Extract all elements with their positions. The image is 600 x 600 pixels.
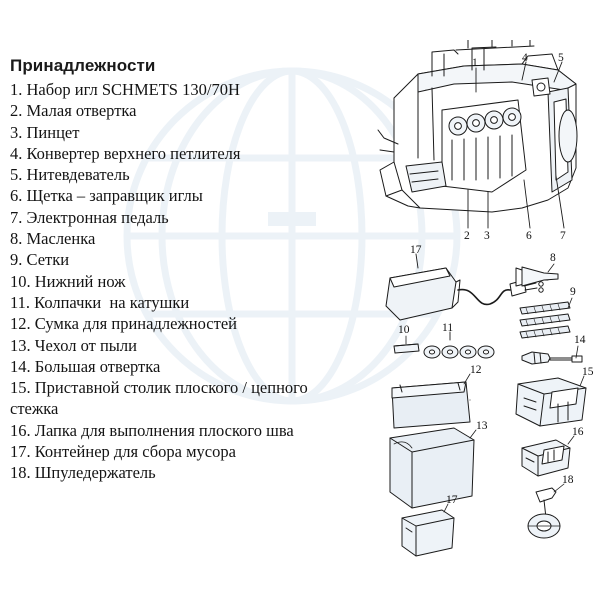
- callout-6: 6: [526, 230, 532, 242]
- list-item: 5. Нитевдеватель: [10, 165, 130, 185]
- waste-bin-illustration: [402, 510, 454, 556]
- list-item: 1. Набор игл SCHMETS 130/70H: [10, 80, 240, 99]
- extension-table-illustration: [516, 378, 586, 426]
- callout-16: 16: [572, 426, 584, 438]
- list-item: 3. Пинцет: [10, 122, 80, 142]
- callout-18: 18: [562, 474, 574, 486]
- callout-9: 9: [570, 286, 576, 298]
- list-item: 12. Сумка для принадлежностей: [10, 314, 237, 334]
- list-item: 6. Щетка – заправщик иглы: [10, 186, 203, 206]
- callout-11: 11: [442, 322, 454, 334]
- callout-4: 4: [522, 52, 528, 64]
- list-item: 11. Колпачки на катушки: [10, 292, 190, 312]
- illustration-panel: [372, 40, 600, 560]
- accessories-list: [10, 56, 382, 484]
- callout-14: 14: [574, 334, 586, 346]
- list-item: 4. Конвертер верхнего петлителя: [10, 143, 241, 163]
- callout-10: 10: [398, 324, 410, 336]
- nets-illustration: [520, 302, 570, 338]
- flatlock-foot-illustration: [522, 440, 570, 476]
- list-item: 16. Лапка для выполнения плоского шва: [10, 420, 294, 440]
- accessory-bag-illustration: [392, 382, 470, 428]
- list-item: 2. Малая отвертка: [10, 101, 137, 121]
- big-screwdriver-illustration: [522, 352, 582, 364]
- callout-15: 15: [582, 366, 594, 378]
- callout-12: 12: [470, 364, 482, 376]
- callout-7: 7: [560, 230, 566, 242]
- page-title: Принадлежности: [10, 56, 156, 75]
- list-item: 14. Большая отвертка: [10, 356, 161, 376]
- list-item: 8. Масленка: [10, 229, 96, 249]
- list-item-continuation: стежка: [10, 399, 59, 419]
- callout-1: 1: [472, 57, 478, 69]
- list-item: 15. Приставной столик плоского / цепного: [10, 378, 308, 398]
- callout-17-pedal: 17: [410, 244, 422, 256]
- callout-17-bin: 17: [446, 494, 458, 506]
- list-item: 13. Чехол от пыли: [10, 335, 137, 355]
- spool-caps-illustration: [424, 332, 494, 358]
- foot-pedal-illustration: [386, 254, 543, 320]
- list-item: 10. Нижний нож: [10, 271, 126, 291]
- callout-2: 2: [464, 230, 470, 242]
- callout-3: 3: [484, 230, 490, 242]
- list-item: 9. Сетки: [10, 250, 70, 270]
- list-item: 7. Электронная педаль: [10, 207, 169, 227]
- list-item: 18. Шпуледержатель: [10, 463, 156, 483]
- callout-8: 8: [550, 252, 556, 264]
- lower-knife-illustration: [394, 344, 419, 353]
- callout-13: 13: [476, 420, 488, 432]
- callout-5: 5: [558, 52, 564, 64]
- dust-cover-illustration: [390, 428, 474, 508]
- list-item: 17. Контейнер для сбора мусора: [10, 442, 236, 462]
- bobbin-holder-illustration: [528, 488, 560, 538]
